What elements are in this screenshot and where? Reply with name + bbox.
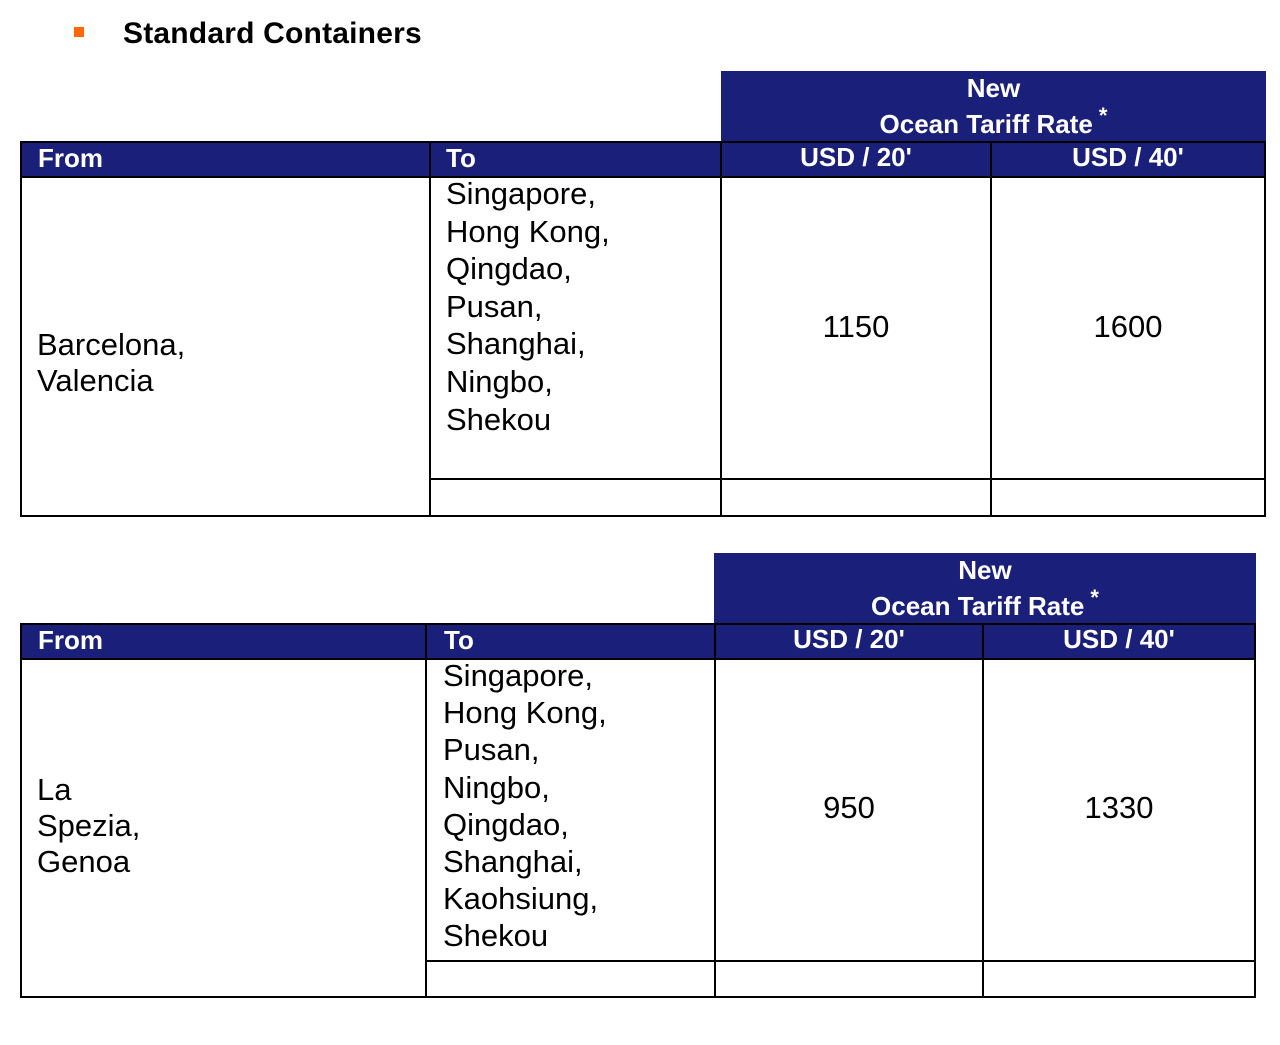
rate-usd20: 1150 — [822, 309, 890, 344]
col-divider — [425, 623, 427, 660]
destination-item: Shekou — [443, 918, 549, 954]
empty-cell — [982, 960, 1256, 998]
destination-item: Qingdao, — [443, 806, 569, 842]
rate-group-header — [721, 71, 1266, 144]
col-divider — [429, 141, 431, 178]
section-title: Standard Containers — [123, 17, 422, 50]
bullet-square — [74, 27, 84, 37]
destination-item: Hong Kong, — [443, 695, 607, 731]
destination-item: Ningbo, — [446, 363, 553, 399]
destination-item: Kaohsiung, — [443, 881, 599, 917]
col-header-usd40: USD / 40' — [1072, 142, 1184, 172]
empty-cell — [425, 960, 716, 998]
rate-usd40: 1600 — [1093, 309, 1163, 344]
destination-item: Pusan, — [446, 288, 543, 324]
empty-cell — [714, 960, 984, 998]
destination-item: Qingdao, — [446, 251, 572, 287]
col-header-from: From — [38, 625, 103, 655]
col-header-to: To — [444, 625, 474, 655]
destination-item: Pusan, — [443, 732, 540, 768]
destination-item: Shekou — [446, 401, 552, 437]
col-header-usd20: USD / 20' — [800, 142, 912, 172]
empty-cell — [429, 478, 722, 517]
destination-item: Singapore, — [446, 176, 596, 211]
destination-item: Shanghai, — [443, 844, 583, 880]
col-header-to: To — [446, 143, 476, 173]
from-value: La Spezia, Genoa — [37, 772, 141, 879]
destination-item: Singapore, — [443, 658, 593, 693]
rate-usd40: 1330 — [1084, 790, 1154, 825]
rate-group-line2: Ocean Tariff Rate * — [871, 585, 1099, 621]
col-header-usd20: USD / 20' — [793, 624, 905, 654]
col-header-from: From — [38, 143, 103, 173]
rate-group-line1: New — [958, 555, 1012, 585]
rate-usd20: 950 — [823, 790, 875, 825]
empty-cell — [990, 478, 1266, 517]
destination-item: Hong Kong, — [446, 213, 610, 249]
destination-list — [446, 175, 610, 438]
col-header-usd40: USD / 40' — [1063, 624, 1175, 654]
destination-item: Shanghai, — [446, 326, 586, 362]
rate-group-line1: New — [966, 73, 1021, 103]
rate-group-line2: Ocean Tariff Rate * — [879, 103, 1108, 139]
destination-list — [443, 657, 607, 955]
destination-item: Ningbo, — [443, 769, 550, 805]
empty-cell — [720, 478, 992, 517]
rate-group-header — [714, 553, 1256, 626]
from-value: Barcelona, Valencia — [37, 327, 186, 398]
